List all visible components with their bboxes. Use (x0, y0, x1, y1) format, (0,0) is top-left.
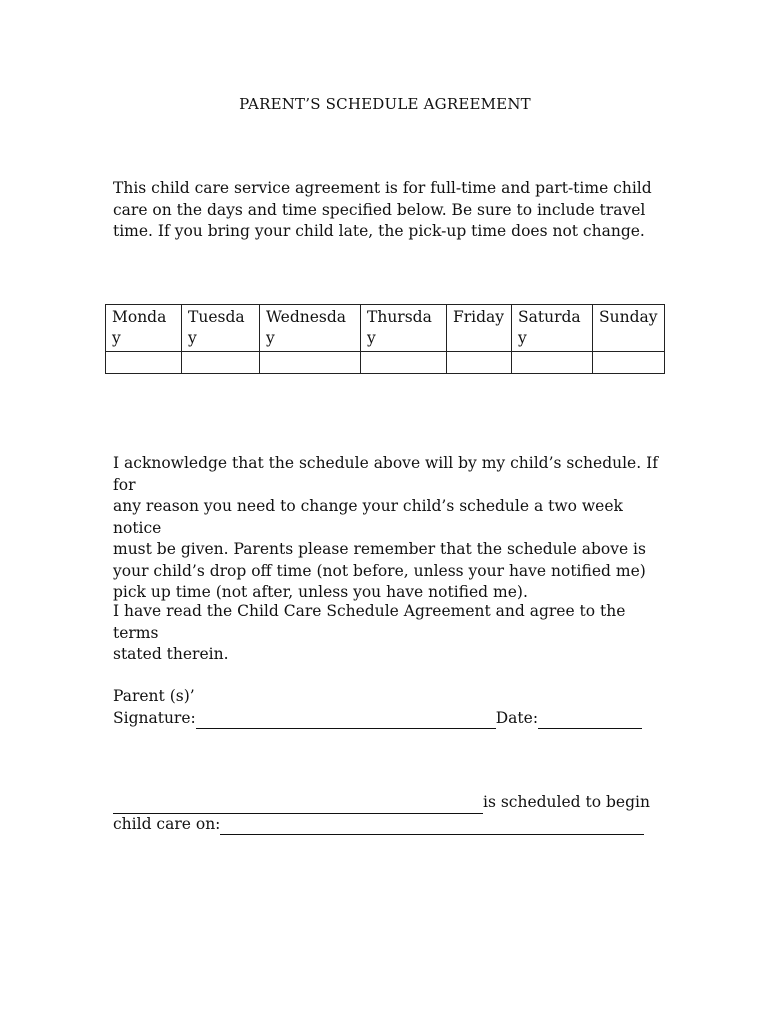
start-date-line[interactable] (220, 818, 644, 835)
child-care-on-label: child care on: (113, 814, 221, 833)
header-thursday: Thursday (361, 305, 447, 352)
signature-row (113, 708, 673, 730)
signature-line[interactable] (196, 712, 496, 729)
schedule-header-row (106, 305, 665, 352)
scheduled-text: is scheduled to begin (483, 793, 650, 811)
schedule-entry-row (106, 352, 665, 374)
begin-block (113, 792, 673, 835)
cell-sunday[interactable] (593, 352, 665, 374)
date-label: Date: (495, 708, 539, 727)
signature-block (113, 686, 673, 729)
cell-wednesday[interactable] (260, 352, 361, 374)
child-name-row (113, 792, 673, 814)
acknowledgement-paragraph: I acknowledge that the schedule above will by my child’s schedule. If for any reason you need to change your child’s schedule a two week notice must be given. Parents please remember that the schedule above is your child’s drop off time (not before, unless your have notified me) pick up time (not after, unless you have notified me). (113, 454, 658, 601)
header-sunday: Sunday (593, 305, 665, 352)
agreement-paragraph: I have read the Child Care Schedule Agreement and agree to the terms stated therein. (113, 602, 626, 663)
header-friday: Friday (447, 305, 512, 352)
cell-friday[interactable] (447, 352, 512, 374)
schedule-table (105, 304, 665, 374)
header-wednesday: Wednesday (260, 305, 361, 352)
cell-monday[interactable] (106, 352, 182, 374)
start-date-row (113, 814, 673, 836)
header-tuesday: Tuesday (182, 305, 260, 352)
parent-label: Parent (s)’ (113, 687, 195, 705)
cell-saturday[interactable] (512, 352, 593, 374)
date-line[interactable] (538, 712, 642, 729)
cell-tuesday[interactable] (182, 352, 260, 374)
header-saturday: Saturday (512, 305, 593, 352)
header-monday: Monday (106, 305, 182, 352)
cell-thursday[interactable] (361, 352, 447, 374)
child-name-line[interactable] (113, 797, 483, 814)
intro-paragraph: This child care service agreement is for full-time and part-time child care on the days and time specified below. Be sure to include travel time. If you bring your child late, the pick-up time does not change. (113, 179, 652, 240)
signature-label: Signature: (113, 708, 196, 727)
document-title: PARENT’S SCHEDULE AGREEMENT (239, 95, 531, 113)
